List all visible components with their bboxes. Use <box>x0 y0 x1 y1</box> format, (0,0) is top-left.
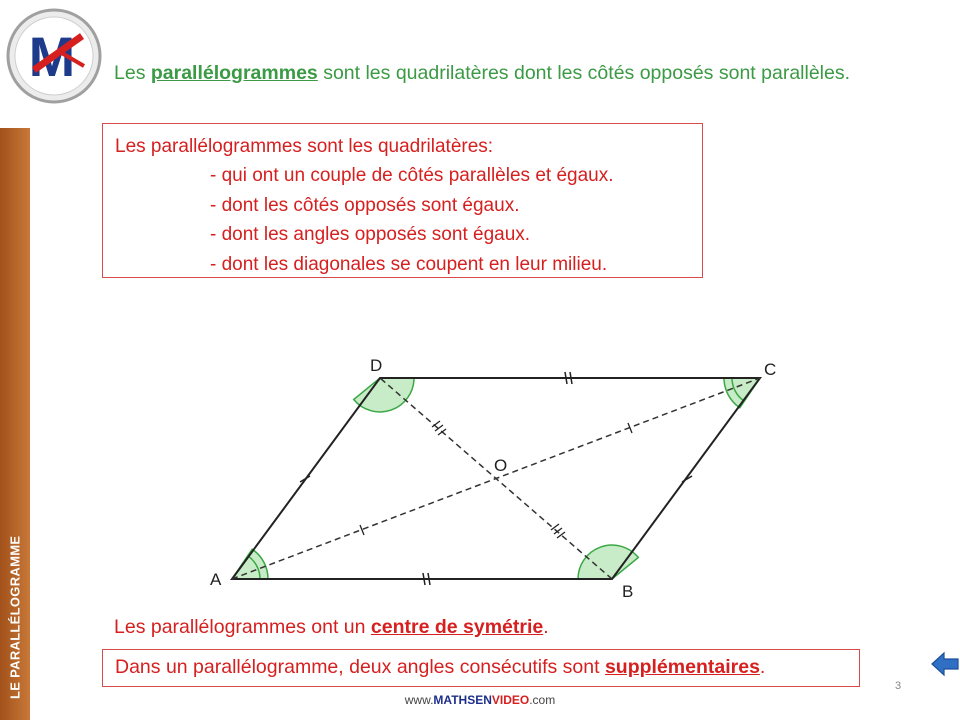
vertex-label-a: A <box>210 570 222 589</box>
definition-suffix: sont les quadrilatères dont les côtés opposés sont parallèles. <box>317 62 851 84</box>
angles-box <box>102 649 860 687</box>
back-arrow-icon[interactable] <box>930 650 960 678</box>
parallelogram-figure <box>200 345 800 605</box>
footer-brand: MATHSEN <box>433 693 492 707</box>
property-item: - qui ont un couple de côtés parallèles et égaux. <box>210 165 614 186</box>
property-item: - dont les côtés opposés sont égaux. <box>210 194 520 216</box>
property-item: - dont les angles opposés sont égaux. <box>210 224 531 245</box>
definition-term: parallélogrammes <box>150 62 318 84</box>
vertex-label-c: C <box>764 360 777 379</box>
sidebar-title: LE PARALLÉLOGRAMME <box>7 535 23 699</box>
angles-term: supplémentaires <box>604 656 760 678</box>
footer-prefix: www. <box>404 693 434 707</box>
symmetry-line <box>114 616 549 639</box>
definition-prefix: Les <box>114 62 151 84</box>
property-item: - dont les diagonales se coupent en leur milieu. <box>210 253 608 275</box>
symmetry-prefix: Les parallélogrammes ont un <box>114 616 371 638</box>
logo-letter: M <box>28 25 76 88</box>
footer-suffix: .com <box>529 693 556 707</box>
sidebar <box>0 128 30 720</box>
angles-prefix: Dans un parallélogramme, deux angles consécutifs sont <box>115 656 605 678</box>
diagonal-bd <box>380 378 612 579</box>
symmetry-suffix: . <box>543 616 549 638</box>
angle-mark-b <box>578 545 638 579</box>
angles-suffix: . <box>759 656 766 678</box>
footer-accent: VIDEO <box>491 693 530 707</box>
footer-url[interactable] <box>0 693 960 707</box>
symmetry-term: centre de symétrie <box>370 616 544 638</box>
properties-list <box>115 161 690 279</box>
page-number: 3 <box>895 680 902 692</box>
diagonal-tick-marks <box>360 421 632 538</box>
definition-line <box>114 62 850 85</box>
properties-title: Les parallélogrammes sont les quadrilatères: <box>115 136 494 157</box>
logo <box>4 6 104 106</box>
center-label-o: O <box>494 456 508 475</box>
vertex-label-d: D <box>370 356 383 375</box>
vertex-label-b: B <box>622 582 634 601</box>
angle-mark-d <box>354 378 414 412</box>
properties-box <box>102 123 703 278</box>
